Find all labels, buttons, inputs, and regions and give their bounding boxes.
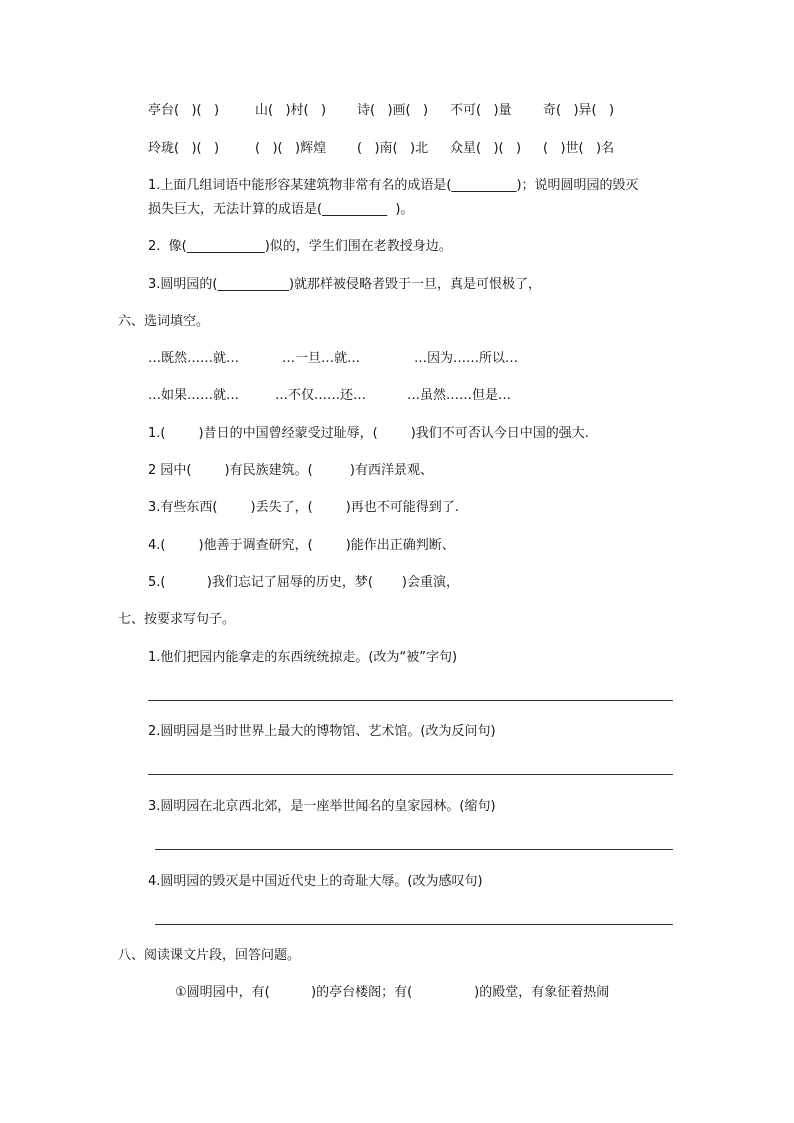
vocab-item: 亭台( )( ): [148, 103, 220, 118]
answer-line[interactable]: [148, 774, 673, 775]
fill-item: 1.( )昔日的中国曾经蒙受过耻辱，( )我们不可否认今日中国的强大.: [148, 426, 589, 441]
section-heading: 六、选词填空。: [118, 314, 210, 329]
vocab-item: 众星( )( ): [450, 141, 522, 156]
option-item: …一旦…就…: [282, 351, 361, 366]
question-text: 1.上面几组词语中能形容某建筑物非常有名的成语是(__________)；说明圆明园的毁灭: [148, 178, 639, 193]
section-heading: 八、阅读课文片段，回答问题。: [118, 948, 301, 963]
section-heading: 七、按要求写句子。: [118, 612, 236, 627]
rewrite-prompt: 3.圆明园在北京西北郊，是一座举世闻名的皇家园林。(缩句): [148, 799, 496, 814]
answer-line[interactable]: [155, 924, 673, 925]
vocab-item: 不可( )量: [450, 103, 512, 118]
rewrite-prompt: 2.圆明园是当时世界上最大的博物馆、艺术馆。(改为反问句): [148, 724, 496, 739]
vocab-item: ( )南( )北: [357, 141, 429, 156]
answer-line[interactable]: [155, 849, 673, 850]
rewrite-prompt: 1.他们把园内能拿走的东西统统掠走。(改为“被”字句): [148, 650, 458, 665]
vocab-item: 玲珑( )( ): [148, 141, 220, 156]
rewrite-prompt: 4.圆明园的毁灭是中国近代史上的奇耻大辱。(改为感叹句): [148, 874, 483, 889]
option-item: …虽然……但是…: [407, 388, 512, 403]
vocab-item: 奇( )异( ): [543, 103, 615, 118]
option-item: …既然……就…: [148, 351, 240, 366]
vocab-item: 山( )村( ): [255, 103, 327, 118]
option-item: …不仅……还…: [275, 388, 367, 403]
vocab-item: ( )世( )名: [543, 141, 615, 156]
question-text: 3.圆明园的(___________)就那样被侵略者毁于一旦，真是可恨极了，: [148, 277, 542, 292]
option-item: …因为……所以…: [414, 351, 519, 366]
question-text: 损失巨大，无法计算的成语是(__________ )。: [148, 202, 414, 217]
fill-item: 3.有些东西( )丢失了，( )再也不可能得到了.: [148, 500, 459, 515]
fill-item: 2 园中( )有民族建筑。( )有西洋景观、: [148, 463, 433, 478]
question-text: 2. 像(____________)似的，学生们围在老教授身边。: [148, 239, 452, 254]
option-item: …如果……就…: [148, 388, 240, 403]
fill-item: 5.( )我们忘记了屈辱的历史，梦( )会重演，: [148, 575, 459, 590]
vocab-item: ( )( )辉煌: [255, 141, 327, 156]
answer-line[interactable]: [148, 700, 673, 701]
vocab-item: 诗( )画( ): [357, 103, 429, 118]
reading-paragraph: ①圆明园中，有( )的亭台楼阁；有( )的殿堂，有象征着热闹: [175, 985, 610, 1000]
fill-item: 4.( )他善于调查研究，( )能作出正确判断、: [148, 538, 455, 553]
